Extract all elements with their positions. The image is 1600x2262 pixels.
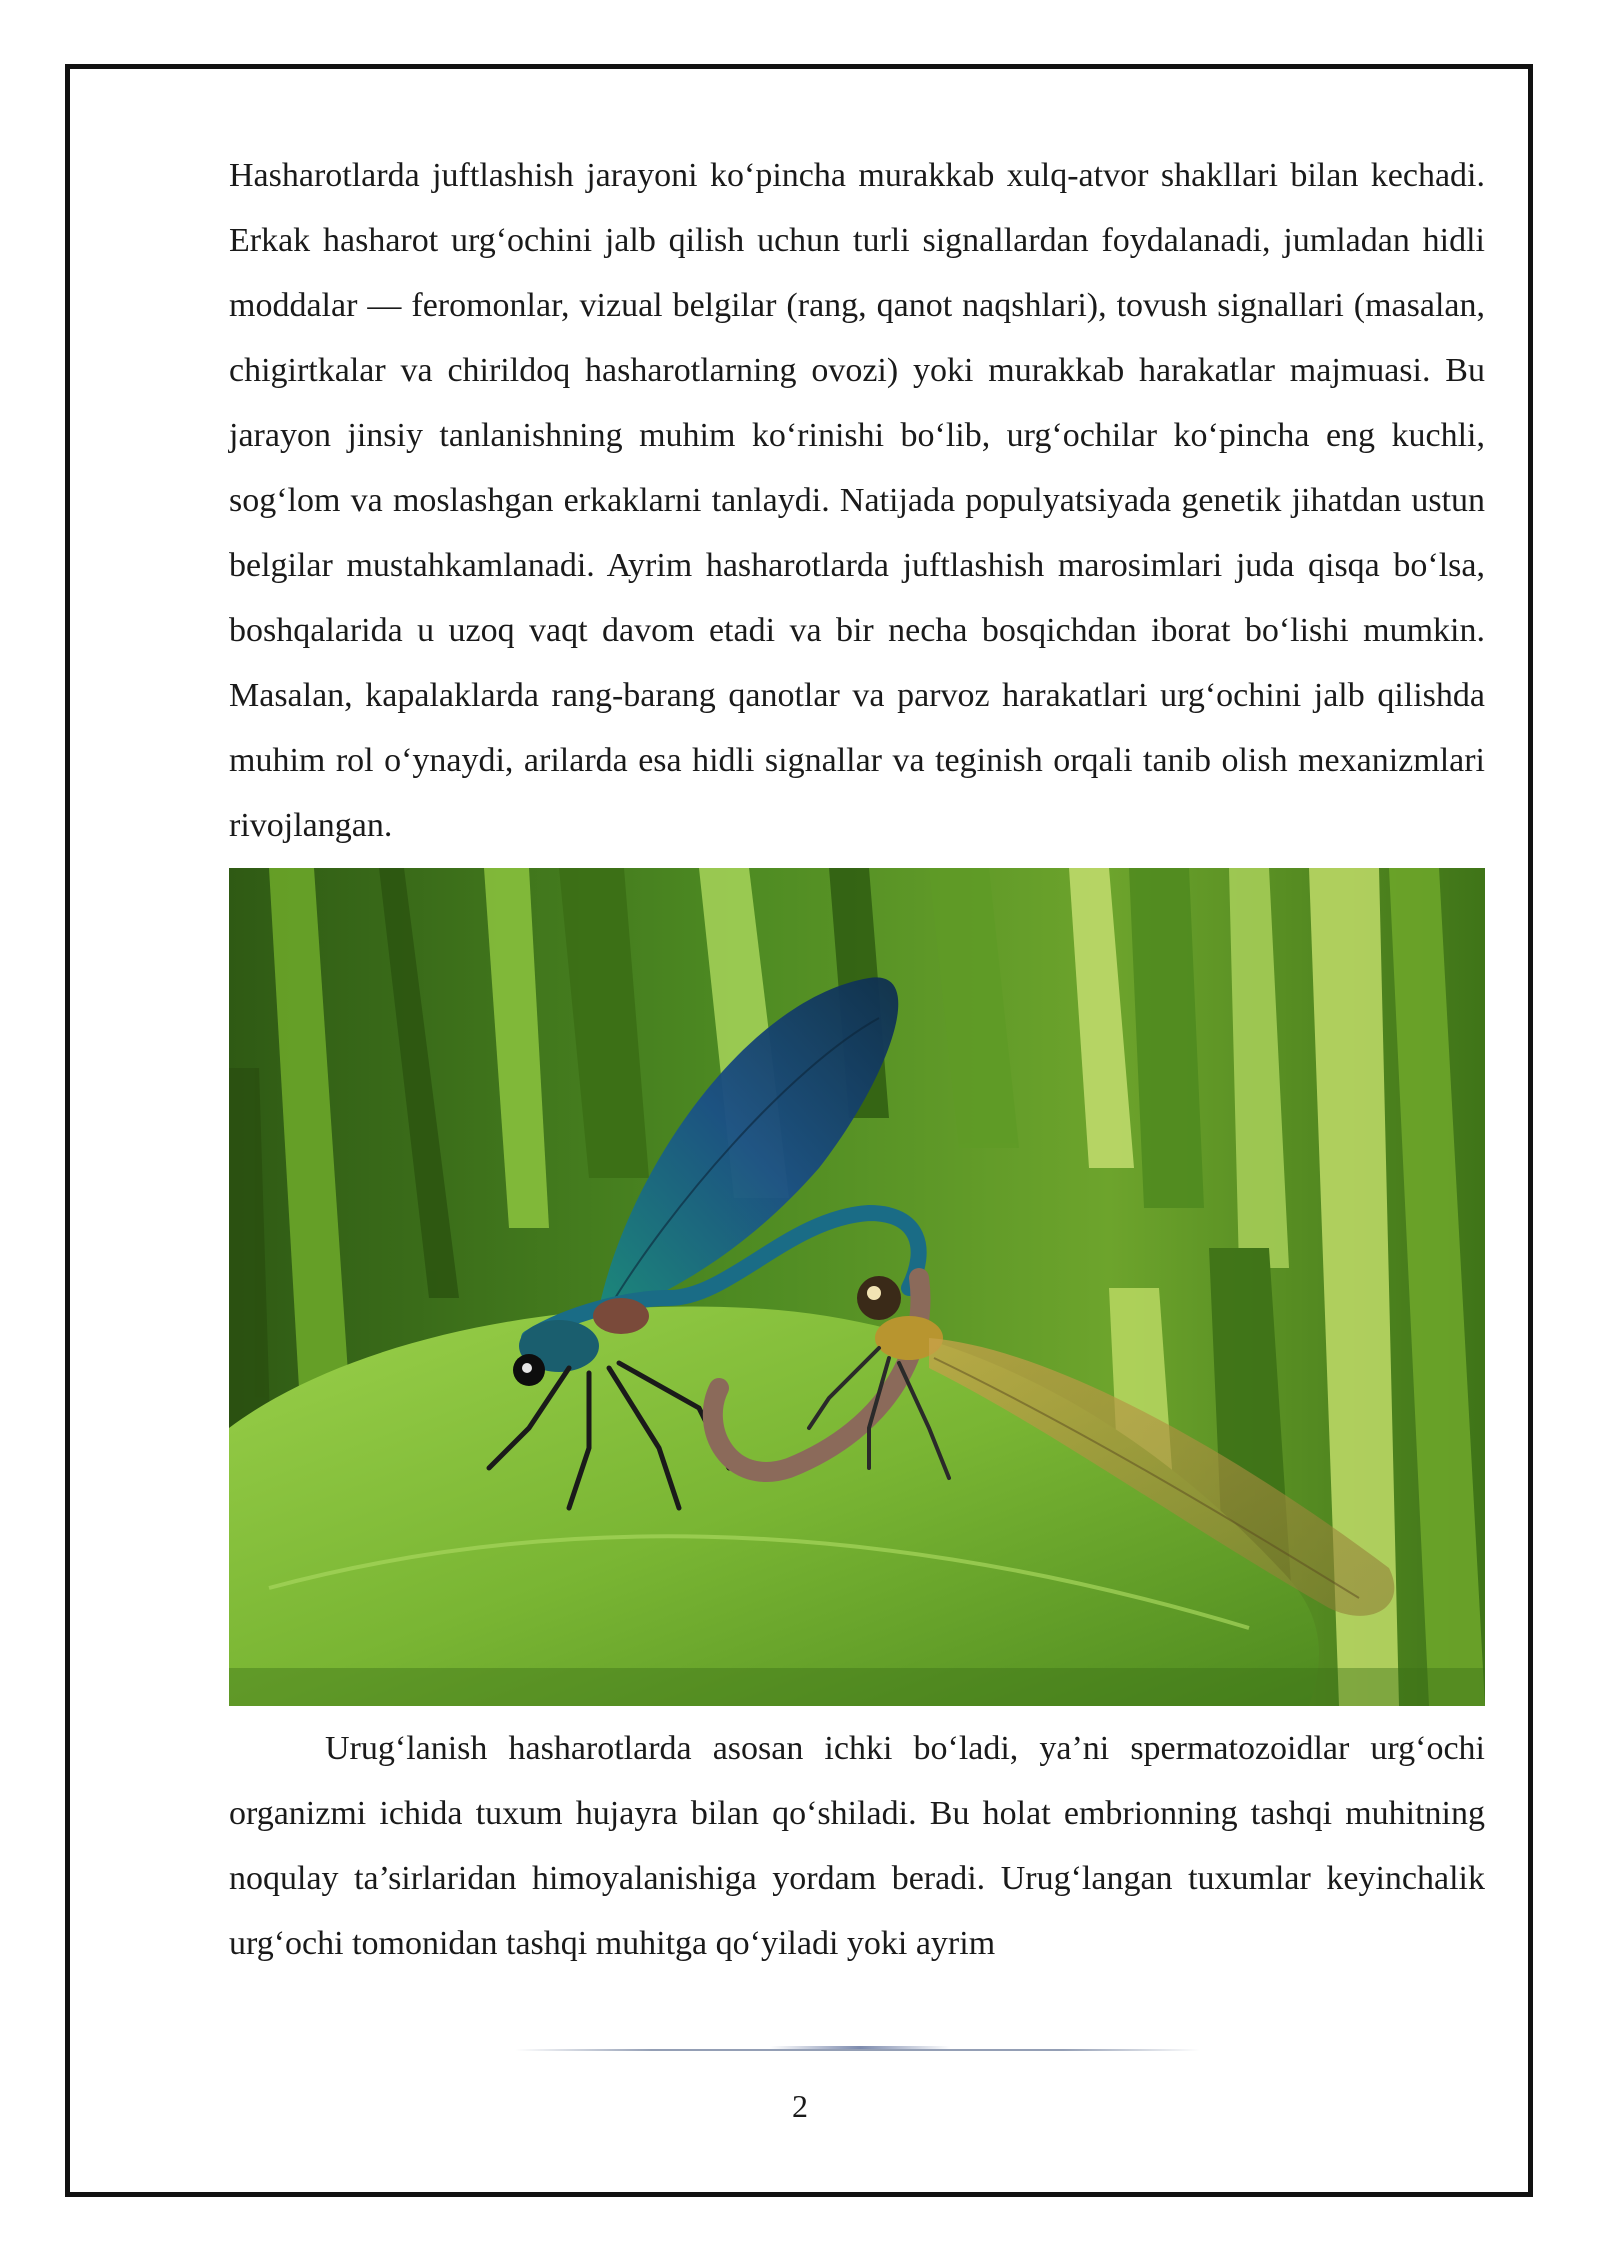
dragonfly-photo (229, 868, 1485, 1706)
body-paragraph: Urug‘lanish hasharotlarda asosan ichki bo‘ladi, ya’ni spermatozoidlar urg‘ochi organizmi ichida tuxum hujayra bilan qo‘shiladi. Bu holat embrionning tashqi muhitning noqulay ta’sirlaridan himoyalanishiga yordam beradi. Urug‘langan tuxumlar keyinchalik urg‘ochi tomonidan tashqi muhitga qo‘yiladi yoki ayrim (229, 1730, 1485, 1962)
page-content (229, 143, 1485, 1976)
dragonfly-mating-illustration (229, 868, 1485, 1706)
footer-divider-accent (770, 2046, 950, 2049)
page-number: 2 (792, 2088, 808, 2124)
body-paragraph: Hasharotlarda juftlashish jarayoni ko‘pincha murakkab xulq-atvor shakllari bilan kechadi. Erkak hasharot urg‘ochini jalb qilish uchun turli signallardan foydalanadi, jumladan hidli moddalar — feromonlar, vizual belgilar (rang, qanot naqshlari), tovush signallari (masalan, chigirtkalar va chirildoq hasharotlarning ovozi) yoki murakkab harakatlar majmuasi. Bu jarayon jinsiy tanlanishning muhim ko‘rinishi bo‘lib, urg‘ochilar ko‘pincha eng kuchli, sog‘lom va moslashgan erkaklarni tanlaydi. Natijada populyatsiyada genetik jihatdan ustun belgilar mustahkamlanadi. Ayrim hasharotlarda juftlashish marosimlari juda qisqa bo‘lsa, boshqalarida u uzoq vaqt davom etadi va bir necha bosqichdan iborat bo‘lishi mumkin. Masalan, kapalaklarda rang-barang qanotlar va parvoz harakatlari urg‘ochini jalb qilishda muhim rol o‘ynaydi, arilarda esa hidli signallar va teginish orqali tanib olish mexanizmlari rivojlangan. (229, 157, 1485, 844)
footer-divider (515, 2049, 1200, 2051)
